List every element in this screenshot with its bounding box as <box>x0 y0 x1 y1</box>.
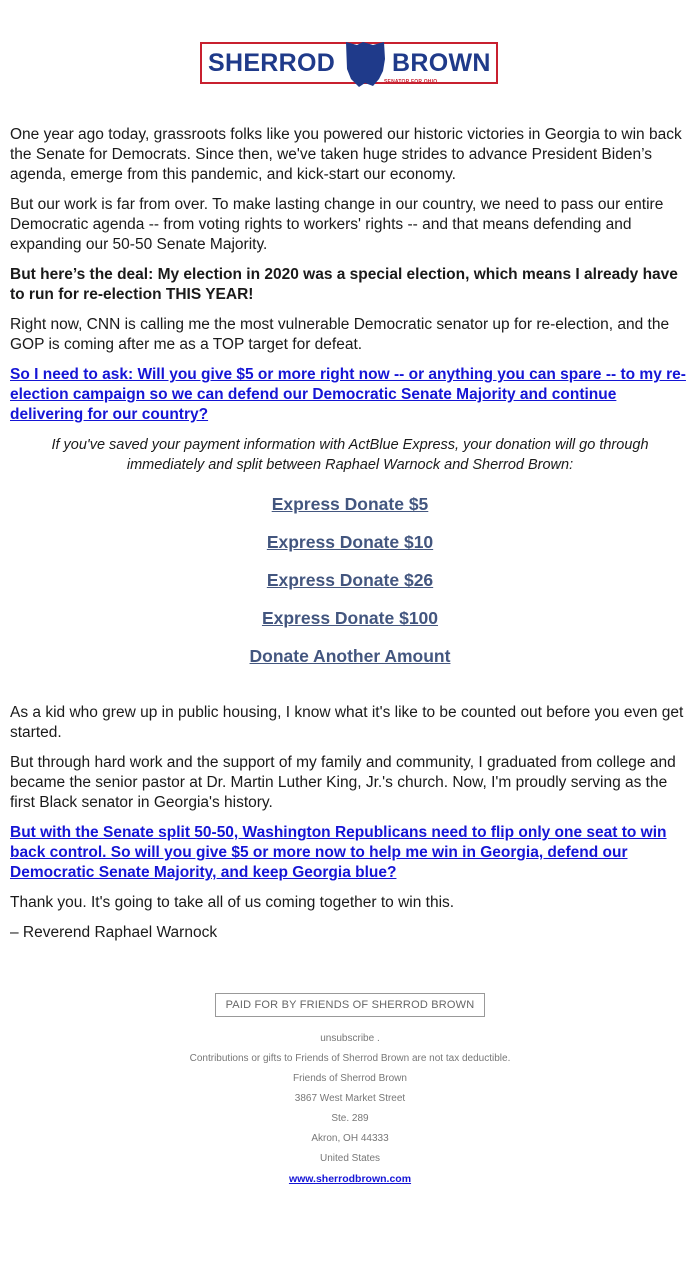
donate-links <box>10 475 690 703</box>
address-street: 3867 West Market Street <box>294 1093 406 1104</box>
header <box>0 0 700 125</box>
paragraph-deal: But here’s the deal: My election in 2020 was a special election, which means I already have to run for re-election THIS YEAR! <box>10 266 678 303</box>
website-link[interactable]: www.sherrodbrown.com <box>288 1173 412 1185</box>
signoff: – Reverend Raphael Warnock <box>10 924 218 941</box>
paid-for-disclaimer: PAID FOR BY FRIENDS OF SHERROD BROWN <box>215 993 486 1017</box>
express-donate-5-link[interactable]: Express Donate $5 <box>271 494 429 514</box>
paragraph-housing: As a kid who grew up in public housing, I know what it's like to be counted out before you even get started. <box>10 704 684 741</box>
logo-first-name: SHERROD <box>208 49 336 77</box>
paragraph-cnn: Right now, CNN is calling me the most vulnerable Democratic senator up for re-election, and the GOP is coming after me as a TOP target for defeat. <box>10 316 670 353</box>
message-content <box>0 125 700 943</box>
logo-tagline: SENATOR FOR OHIO <box>384 79 438 85</box>
ohio-state-icon <box>343 39 387 89</box>
address-city: Akron, OH 44333 <box>311 1133 389 1144</box>
express-note: If you've saved your payment information with ActBlue Express, your donation will go through immediately and split between Raphael Warnock and Sherrod Brown: <box>51 437 649 473</box>
footer <box>0 953 700 1189</box>
address-suite: Ste. 289 <box>331 1113 369 1124</box>
org-name: Friends of Sherrod Brown <box>293 1073 407 1084</box>
donate-cta-link-2[interactable]: But with the Senate split 50-50, Washington Republicans need to flip only one seat to win back control. So will you give $5 or more now to help me win in Georgia, defend our Democratic Senate Majority, and keep Georgia blue? <box>10 824 667 881</box>
express-donate-10-link[interactable]: Express Donate $10 <box>266 532 434 552</box>
unsubscribe-link[interactable]: unsubscribe . <box>320 1033 380 1044</box>
logo-last-name: BROWN <box>392 49 491 77</box>
paragraph-agenda: But our work is far from over. To make lasting change in our country, we need to pass our entire Democratic agenda -- from voting rights to workers' rights -- and that means defending and expanding our 50-50 Senate Majority. <box>10 196 664 253</box>
paragraph-thanks: Thank you. It's going to take all of us coming together to win this. <box>10 894 455 911</box>
paragraph-intro: One year ago today, grassroots folks like you powered our historic victories in Georgia to win back the Senate for Democrats. Since then, we've taken huge strides to advance President Biden’s agenda, emerge from this pandemic, and kick-start our economy. <box>10 126 682 183</box>
paragraph-pastor: But through hard work and the support of my family and community, I graduated from college and became the senior pastor at Dr. Martin Luther King, Jr.'s church. Now, I'm proudly serving as the first Black senator in Georgia's history. <box>10 754 676 811</box>
donate-cta-link[interactable]: So I need to ask: Will you give $5 or more right now -- or anything you can spare -- to my re-election campaign so we can defend our Democratic Senate Majority and continue delivering for our country? <box>10 366 686 423</box>
address-country: United States <box>319 1153 381 1164</box>
tax-note: Contributions or gifts to Friends of Sherrod Brown are not tax deductible. <box>189 1053 511 1064</box>
donate-other-amount-link[interactable]: Donate Another Amount <box>249 646 451 666</box>
express-donate-26-link[interactable]: Express Donate $26 <box>266 570 434 590</box>
express-donate-100-link[interactable]: Express Donate $100 <box>261 608 439 628</box>
campaign-logo[interactable] <box>200 42 498 84</box>
